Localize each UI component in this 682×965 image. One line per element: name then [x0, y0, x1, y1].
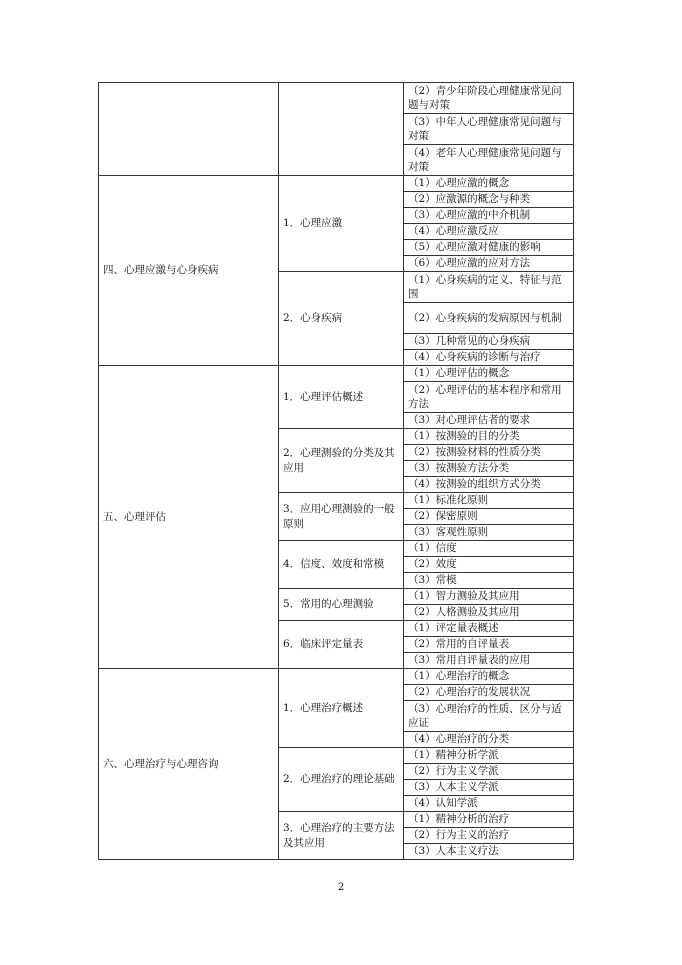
topic-item: （1）精神分析学派	[404, 748, 574, 764]
topic-item: （3）按测验方法分类	[404, 461, 574, 477]
topic-item: （3）客观性原则	[404, 525, 574, 541]
topic-item: （6）心理应激的应对方法	[404, 256, 574, 272]
table-row	[99, 366, 574, 382]
topic-item: （2）心理评估的基本程序和常用方法	[404, 382, 574, 413]
syllabus-table	[98, 82, 574, 860]
subsection-title: 6．临床评定量表	[279, 621, 404, 669]
topic-item: （1）心理评估的概念	[404, 366, 574, 382]
subsection-title: 2．心理治疗的理论基础	[279, 748, 404, 812]
section-title: 四、心理应激与心身疾病	[99, 176, 279, 366]
subsection-title: 3．应用心理测验的一般原则	[279, 493, 404, 541]
topic-item: （4）按测验的组织方式分类	[404, 477, 574, 493]
topic-item: （2）效度	[404, 557, 574, 573]
topic-item: （3）常用自评量表的应用	[404, 653, 574, 669]
topic-item: （4）心理应激反应	[404, 224, 574, 240]
topic-item: （2）人格测验及其应用	[404, 605, 574, 621]
subsection-title: 1．心理应激	[279, 176, 404, 272]
subsection-title	[279, 83, 404, 176]
topic-item: （3）常模	[404, 573, 574, 589]
subsection-title: 1．心理评估概述	[279, 366, 404, 429]
subsection-title: 1．心理治疗概述	[279, 669, 404, 748]
topic-item: （2）心理治疗的发展状况	[404, 685, 574, 701]
topic-item: （5）心理应激对健康的影响	[404, 240, 574, 256]
topic-item: （1）按测验的目的分类	[404, 429, 574, 445]
topic-item: （1）心理治疗的概念	[404, 669, 574, 685]
topic-item: （1）心身疾病的定义、特征与范围	[404, 272, 574, 303]
topic-item: （1）标准化原则	[404, 493, 574, 509]
topic-item: （3）中年人心理健康常见问题与对策	[404, 114, 574, 145]
topic-item: （1）智力测验及其应用	[404, 589, 574, 605]
topic-item: （3）人本主义学派	[404, 780, 574, 796]
topic-item: （2）行为主义学派	[404, 764, 574, 780]
topic-item: （3）心理治疗的性质、区分与适应证	[404, 701, 574, 732]
topic-item: （4）心理治疗的分类	[404, 732, 574, 748]
topic-item: （1）精神分析的治疗	[404, 812, 574, 828]
topic-item: （2）行为主义的治疗	[404, 828, 574, 844]
syllabus-table-body	[99, 83, 574, 860]
topic-item: （1）评定量表概述	[404, 621, 574, 637]
topic-item: （4）认知学派	[404, 796, 574, 812]
page-number: 2	[337, 882, 345, 893]
topic-item: （2）按测验材料的性质分类	[404, 445, 574, 461]
table-row	[99, 176, 574, 192]
section-title: 六、心理治疗与心理咨询	[99, 669, 279, 860]
topic-item: （3）人本主义疗法	[404, 844, 574, 860]
subsection-title: 2．心身疾病	[279, 272, 404, 366]
subsection-title: 2．心理测验的分类及其应用	[279, 429, 404, 493]
topic-item: （2）常用的自评量表	[404, 637, 574, 653]
topic-item: （3）心理应激的中介机制	[404, 208, 574, 224]
section-title	[99, 83, 279, 176]
topic-item: （3）对心理评估者的要求	[404, 413, 574, 429]
subsection-title: 3．心理治疗的主要方法及其应用	[279, 812, 404, 860]
subsection-title: 4．信度、效度和常模	[279, 541, 404, 589]
topic-item: （1）心理应激的概念	[404, 176, 574, 192]
topic-item: （4）老年人心理健康常见问题与对策	[404, 145, 574, 176]
topic-item: （1）信度	[404, 541, 574, 557]
subsection-title: 5．常用的心理测验	[279, 589, 404, 621]
topic-item: （2）心身疾病的发病原因与机制	[404, 303, 574, 334]
table-row	[99, 83, 574, 114]
table-row	[99, 669, 574, 685]
section-title: 五、心理评估	[99, 366, 279, 669]
topic-item: （2）应激源的概念与种类	[404, 192, 574, 208]
topic-item: （2）保密原则	[404, 509, 574, 525]
topic-item: （4）心身疾病的诊断与治疗	[404, 350, 574, 366]
topic-item: （3）几种常见的心身疾病	[404, 334, 574, 350]
topic-item: （2）青少年阶段心理健康常见问题与对策	[404, 83, 574, 114]
